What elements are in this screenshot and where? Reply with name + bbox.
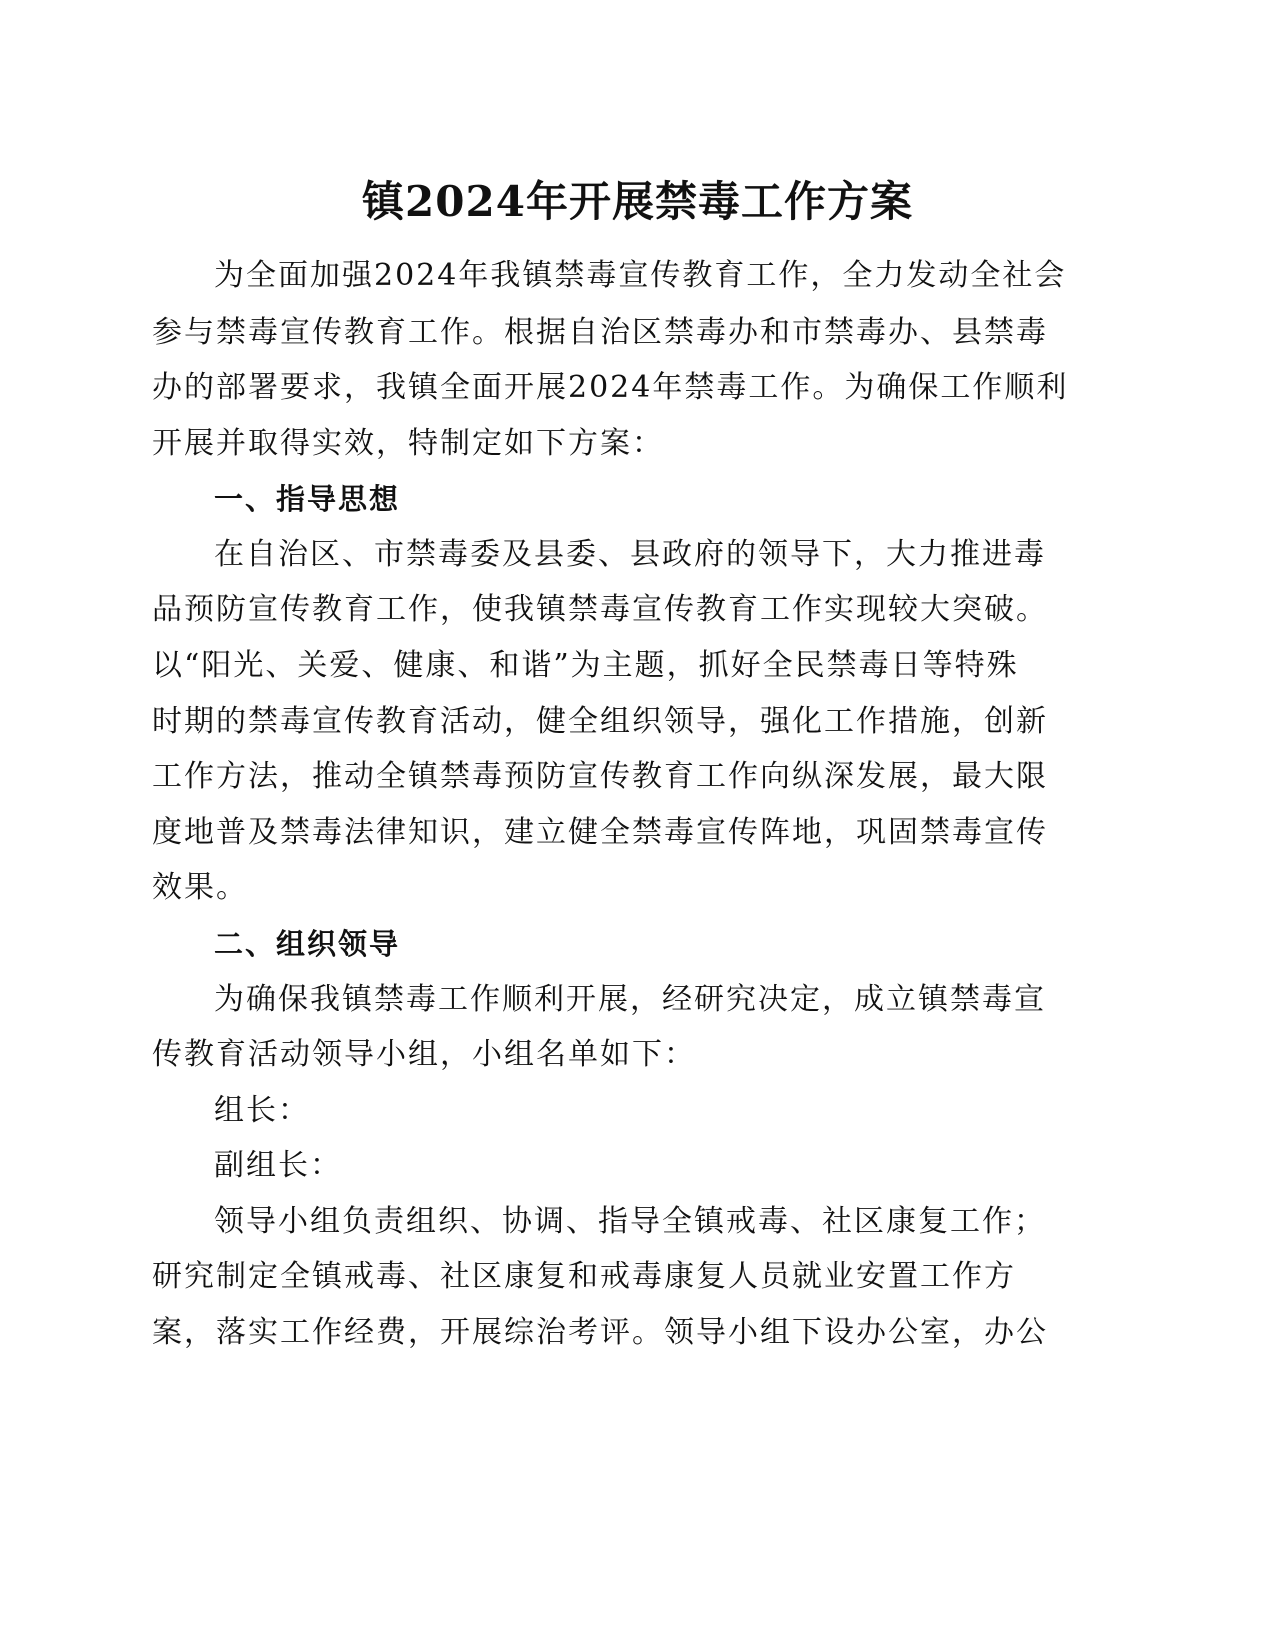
section-1-line-5: 工作方法，推动全镇禁毒预防宣传教育工作向纵深发展，最大限	[152, 759, 1048, 794]
section-1-line-7: 效果。	[152, 870, 248, 905]
section-1-line-4: 时期的禁毒宣传教育活动，健全组织领导，强化工作措施，创新	[152, 704, 1048, 739]
intro-line-1: 为全面加强2024年我镇禁毒宣传教育工作，全力发动全社会	[214, 258, 1067, 293]
section-1-line-3: 以“阳光、关爱、健康、和谐”为主题，抓好全民禁毒日等特殊	[152, 648, 1019, 683]
section-1-line-6: 度地普及禁毒法律知识，建立健全禁毒宣传阵地，巩固禁毒宣传	[152, 815, 1048, 850]
section-2-para2-line-1: 领导小组负责组织、协调、指导全镇戒毒、社区康复工作；	[214, 1204, 1046, 1239]
section-2-heading: 二、组织领导	[214, 927, 401, 961]
intro-line-3: 办的部署要求，我镇全面开展2024年禁毒工作。为确保工作顺利	[152, 370, 1069, 405]
document-title: 镇2024年开展禁毒工作方案	[362, 177, 913, 226]
deputy-leader-label: 副组长：	[214, 1148, 342, 1183]
section-1-heading: 一、指导思想	[214, 482, 401, 516]
intro-line-4: 开展并取得实效，特制定如下方案：	[152, 426, 664, 461]
leader-label: 组长：	[214, 1093, 310, 1128]
intro-line-2: 参与禁毒宣传教育工作。根据自治区禁毒办和市禁毒办、县禁毒	[152, 315, 1048, 350]
section-2-para2-line-3: 案，落实工作经费，开展综治考评。领导小组下设办公室，办公	[152, 1315, 1048, 1350]
section-2-para2-line-2: 研究制定全镇戒毒、社区康复和戒毒康复人员就业安置工作方	[152, 1259, 1016, 1294]
section-1-line-2: 品预防宣传教育工作，使我镇禁毒宣传教育工作实现较大突破。	[152, 592, 1048, 627]
section-2-para1-line-1: 为确保我镇禁毒工作顺利开展，经研究决定，成立镇禁毒宣	[214, 982, 1046, 1017]
section-2-para1-line-2: 传教育活动领导小组，小组名单如下：	[152, 1037, 696, 1072]
section-1-line-1: 在自治区、市禁毒委及县委、县政府的领导下，大力推进毒	[214, 537, 1046, 572]
